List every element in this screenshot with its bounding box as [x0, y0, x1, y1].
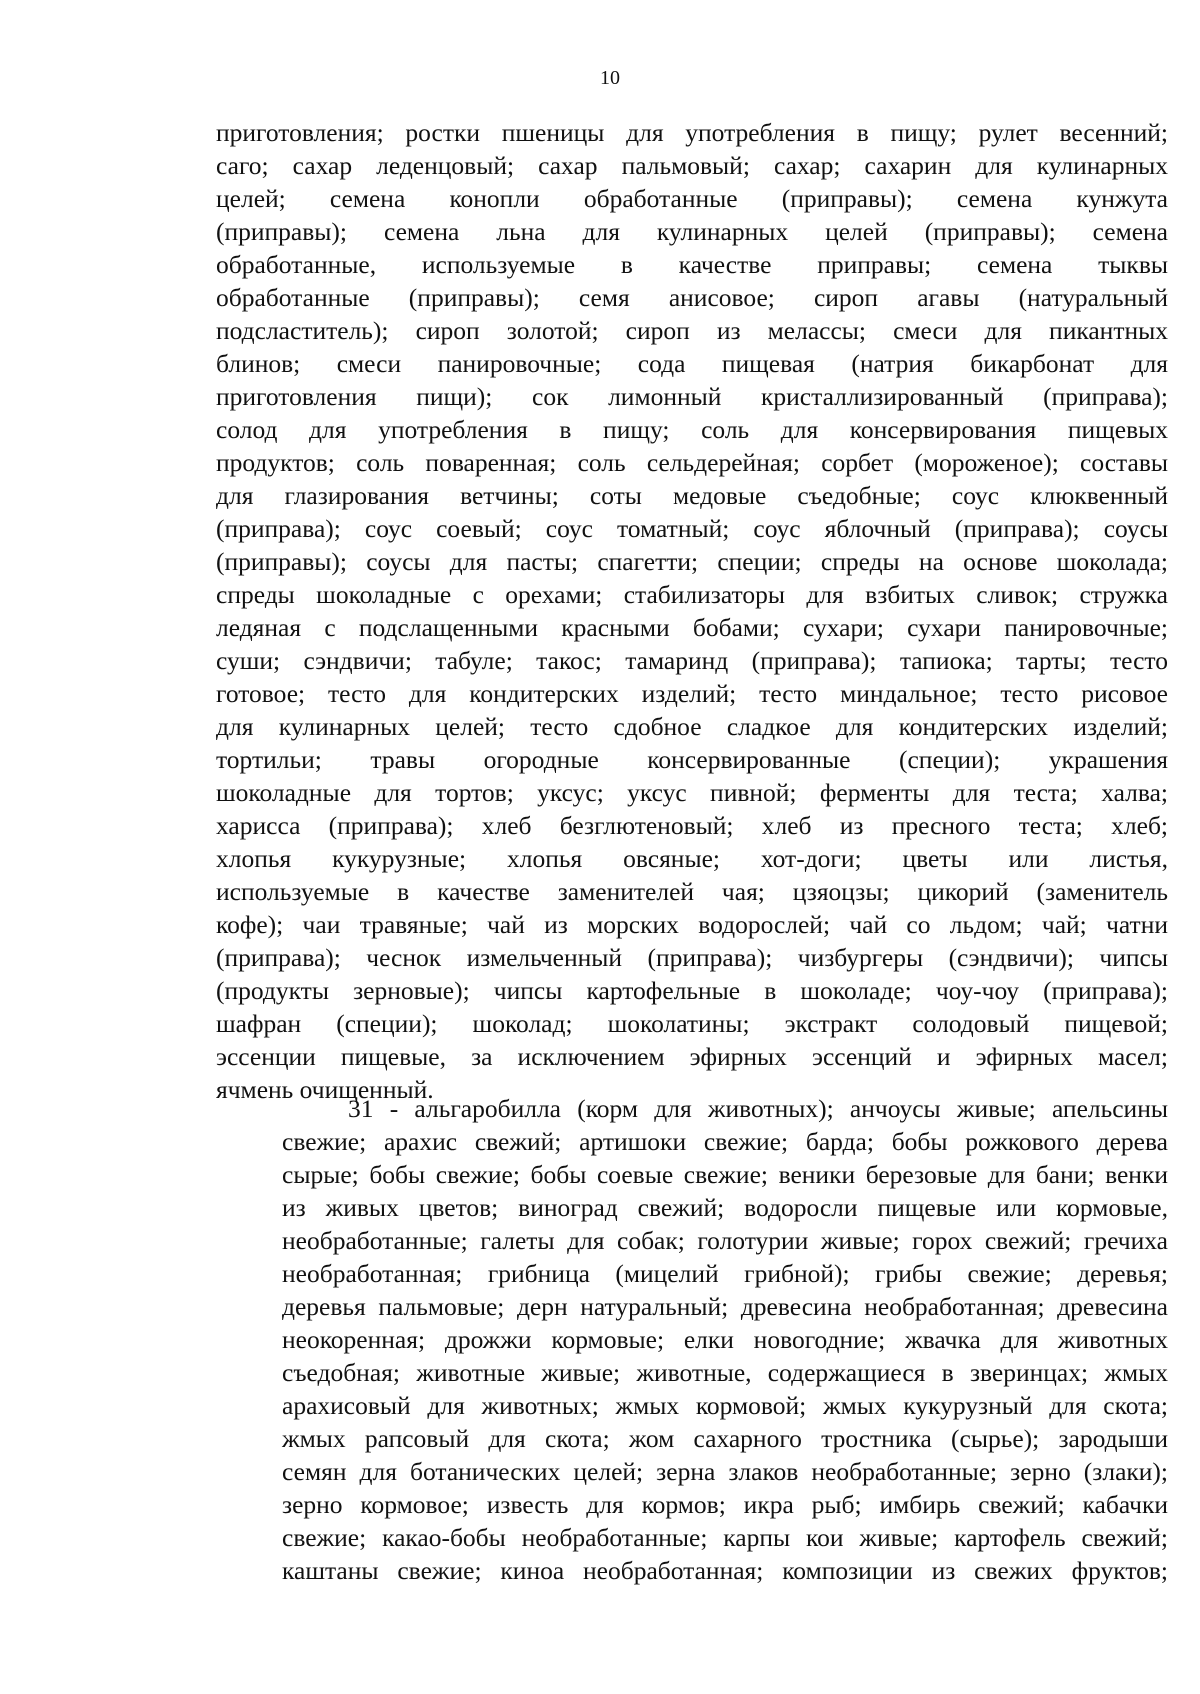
text-line: приготовления пищи); сок лимонный кристаллизированный (приправа);	[216, 382, 1168, 411]
text-line: целей; семена конопли обработанные (приправы); семена кунжута	[216, 184, 1168, 213]
text-line: блинов; смеси панировочные; сода пищевая (натрия бикарбонат для	[216, 349, 1168, 378]
text-line: спреды шоколадные с орехами; стабилизаторы для взбитых сливок; стружка	[216, 580, 1168, 609]
text-line: арахисовый для животных; жмых кормовой; жмых кукурузный для скота;	[282, 1391, 1168, 1420]
paragraph-class-31	[216, 1092, 1168, 1587]
text-line: неокоренная; дрожжи кормовые; елки новогодние; жвачка для животных	[282, 1325, 1168, 1354]
text-line: каштаны свежие; киноа необработанная; композиции из свежих фруктов;	[282, 1556, 1168, 1585]
text-line: обработанные, используемые в качестве приправы; семена тыквы	[216, 250, 1168, 279]
text-line: жмых рапсовый для скота; жом сахарного тростника (сырье); зародыши	[282, 1424, 1168, 1453]
text-line: шоколадные для тортов; уксус; уксус пивной; ферменты для теста; халва;	[216, 778, 1168, 807]
text-line: шафран (специи); шоколад; шоколатины; экстракт солодовый пищевой;	[216, 1009, 1168, 1038]
text-line: свежие; какао-бобы необработанные; карпы кои живые; картофель свежий;	[282, 1523, 1168, 1552]
text-line: солод для употребления в пищу; соль для консервирования пищевых	[216, 415, 1168, 444]
text-line: для кулинарных целей; тесто сдобное сладкое для кондитерских изделий;	[216, 712, 1168, 741]
text-line: обработанные (приправы); семя анисовое; сироп агавы (натуральный	[216, 283, 1168, 312]
text-line: свежие; арахис свежий; артишоки свежие; барда; бобы рожкового дерева	[282, 1127, 1168, 1156]
text-line: эссенции пищевые, за исключением эфирных эссенций и эфирных масел;	[216, 1042, 1168, 1071]
text-line: (продукты зерновые); чипсы картофельные в шоколаде; чоу-чоу (приправа);	[216, 976, 1168, 1005]
text-line: ледяная с подслащенными красными бобами; сухари; сухари панировочные;	[216, 613, 1168, 642]
text-line: сырые; бобы свежие; бобы соевые свежие; веники березовые для бани; венки	[282, 1160, 1168, 1189]
text-line: (приправа); соус соевый; соус томатный; соус яблочный (приправа); соусы	[216, 514, 1168, 543]
text-line: подсластитель); сироп золотой; сироп из мелассы; смеси для пикантных	[216, 316, 1168, 345]
text-line: семян для ботанических целей; зерна злаков необработанные; зерно (злаки);	[282, 1457, 1168, 1486]
text-line: тортильи; травы огородные консервированные (специи); украшения	[216, 745, 1168, 774]
text-line: необработанные; галеты для собак; голотурии живые; горох свежий; гречиха	[282, 1226, 1168, 1255]
text-line: ячмень очищенный.	[216, 1075, 434, 1104]
text-line: необработанная; грибница (мицелий грибной); грибы свежие; деревья;	[282, 1259, 1168, 1288]
text-line: продуктов; соль поваренная; соль сельдерейная; сорбет (мороженое); составы	[216, 448, 1168, 477]
text-line: харисса (приправа); хлеб безглютеновый; хлеб из пресного теста; хлеб;	[216, 811, 1168, 840]
text-line: (приправы); семена льна для кулинарных целей (приправы); семена	[216, 217, 1168, 246]
text-line: хлопья кукурузные; хлопья овсяные; хот-доги; цветы или листья,	[216, 844, 1168, 873]
text-line: для глазирования ветчины; соты медовые съедобные; соус клюквенный	[216, 481, 1168, 510]
text-line: 31 - альгаробилла (корм для животных); анчоусы живые; апельсины	[348, 1094, 1168, 1123]
text-line: съедобная; животные живые; животные, содержащиеся в зверинцах; жмых	[282, 1358, 1168, 1387]
text-line: из живых цветов; виноград свежий; водоросли пищевые или кормовые,	[282, 1193, 1168, 1222]
text-line: саго; сахар леденцовый; сахар пальмовый; сахар; сахарин для кулинарных	[216, 151, 1168, 180]
text-line: зерно кормовое; известь для кормов; икра рыб; имбирь свежий; кабачки	[282, 1490, 1168, 1519]
text-line: суши; сэндвичи; табуле; такос; тамаринд (приправа); тапиока; тарты; тесто	[216, 646, 1168, 675]
text-line: (приправа); чеснок измельченный (приправа); чизбургеры (сэндвичи); чипсы	[216, 943, 1168, 972]
text-line: деревья пальмовые; дерн натуральный; древесина необработанная; древесина	[282, 1292, 1168, 1321]
text-line: (приправы); соусы для пасты; спагетти; специи; спреды на основе шоколада;	[216, 547, 1168, 576]
page-number: 10	[600, 67, 620, 89]
paragraph-class-30-continuation	[216, 116, 1168, 1106]
text-line: готовое; тесто для кондитерских изделий; тесто миндальное; тесто рисовое	[216, 679, 1168, 708]
text-line: используемые в качестве заменителей чая; цзяоцзы; цикорий (заменитель	[216, 877, 1168, 906]
text-line: кофе); чаи травяные; чай из морских водорослей; чай со льдом; чай; чатни	[216, 910, 1168, 939]
text-line: приготовления; ростки пшеницы для употребления в пищу; рулет весенний;	[216, 118, 1168, 147]
